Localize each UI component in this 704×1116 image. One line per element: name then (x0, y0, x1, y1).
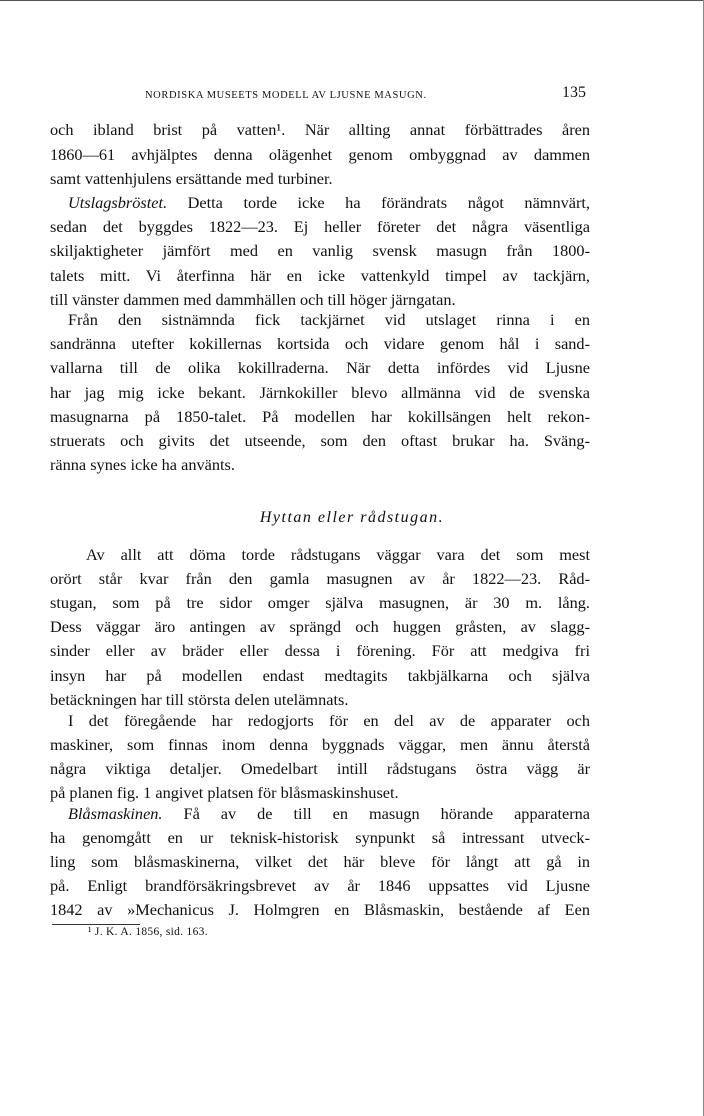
text-line: I det föregående har redogjorts för en del av de apparater och (68, 711, 590, 730)
text-line: sandränna utefter kokillernas kortsida och vidare genom hål i sand- (50, 334, 590, 353)
text-line: ränna synes icke ha använts. (50, 455, 235, 474)
text-line: vallarna till de olika kokillraderna. När detta infördes vid Ljusne (50, 358, 590, 377)
text-line: samt vattenhjulens ersättande med turbiner. (50, 169, 333, 188)
text-line: stugan, som på tre sidor omger själva masugnen, är 30 m. lång. (50, 593, 590, 612)
text-line: masugnarna på 1850-talet. På modellen har kokillsängen helt rekon- (50, 407, 590, 426)
text-line-lead (68, 804, 590, 824)
text-line: Från den sistnämnda fick tackjärnet vid utslaget rinna i en (68, 310, 590, 329)
section-heading: Hyttan eller rådstugan. (259, 509, 445, 526)
text-line: till vänster dammen med dammhällen och till höger järngatan. (50, 290, 456, 309)
footnote-rule (52, 924, 140, 925)
text-line: ling som blåsmaskinerna, vilket det här bleve för långt att gå in (50, 852, 590, 871)
text-line: och ibland brist på vatten¹. När allting annat förbättrades åren (50, 120, 590, 139)
text-fragment: Få av de till en masugn hörande apparaterna (162, 804, 590, 823)
text-line: maskiner, som finnas inom denna byggnads väggar, men ännu återstå (50, 735, 590, 754)
text-line: sinder eller av bräder eller dessa i förening. För att medgiva fri (50, 641, 590, 660)
text-line: har jag mig icke bekant. Järnkokiller blevo allmänna vid de svenska (50, 383, 590, 402)
text-line: några viktiga detaljer. Omedelbart intill rådstugans östra vägg är (50, 759, 590, 778)
text-line: struerats och givits det utseende, som den oftast brukar ha. Sväng- (50, 431, 590, 450)
page-top-edge (0, 0, 704, 1)
text-line: på planen fig. 1 angivet platsen för blåsmaskinshuset. (50, 783, 399, 802)
text-line: ha genomgått en ur teknisk-historisk synpunkt så intressant utveck- (50, 828, 590, 847)
footnote: ¹ J. K. A. 1856, sid. 163. (88, 926, 208, 938)
text-line: på. Enligt brandförsäkringsbrevet av år 1846 uppsattes vid Ljusne (50, 876, 590, 895)
side-heading-utslagsbrostet: Utslagsbröstet. (68, 193, 168, 212)
text-line: orört står kvar från den gamla masugnen av år 1822—23. Råd- (50, 569, 590, 588)
text-line-lead (68, 193, 590, 213)
page-number: 135 (562, 84, 586, 101)
text-line: betäckningen har till största delen utelämnats. (50, 690, 349, 709)
text-line: Dess väggar äro antingen av sprängd och huggen gråsten, av slagg- (50, 617, 590, 636)
text-line: skiljaktigheter jämfört med en vanlig svensk masugn från 1800- (50, 241, 590, 260)
text-line: Av allt att döma torde rådstugans väggar vara det som mest (86, 545, 590, 564)
side-heading-blasmaskinen: Blåsmaskinen. (68, 804, 163, 823)
text-line: insyn har på modellen endast medtagits takbjälkarna och själva (50, 666, 590, 685)
text-line: talets mitt. Vi återfinna här en icke vattenkyld timpel av tackjärn, (50, 266, 590, 285)
text-line: sedan det byggdes 1822—23. Ej heller företer det några väsentliga (50, 217, 590, 236)
text-fragment: Detta torde icke ha förändrats något nämnvärt, (167, 193, 590, 212)
text-line: 1842 av »Mechanicus J. Holmgren en Blåsmaskin, bestående af Een (50, 900, 590, 919)
text-line: 1860—61 avhjälptes denna olägenhet genom ombyggnad av dammen (50, 145, 590, 164)
running-head: NORDISKA MUSEETS MODELL AV LJUSNE MASUGN. (145, 90, 427, 101)
